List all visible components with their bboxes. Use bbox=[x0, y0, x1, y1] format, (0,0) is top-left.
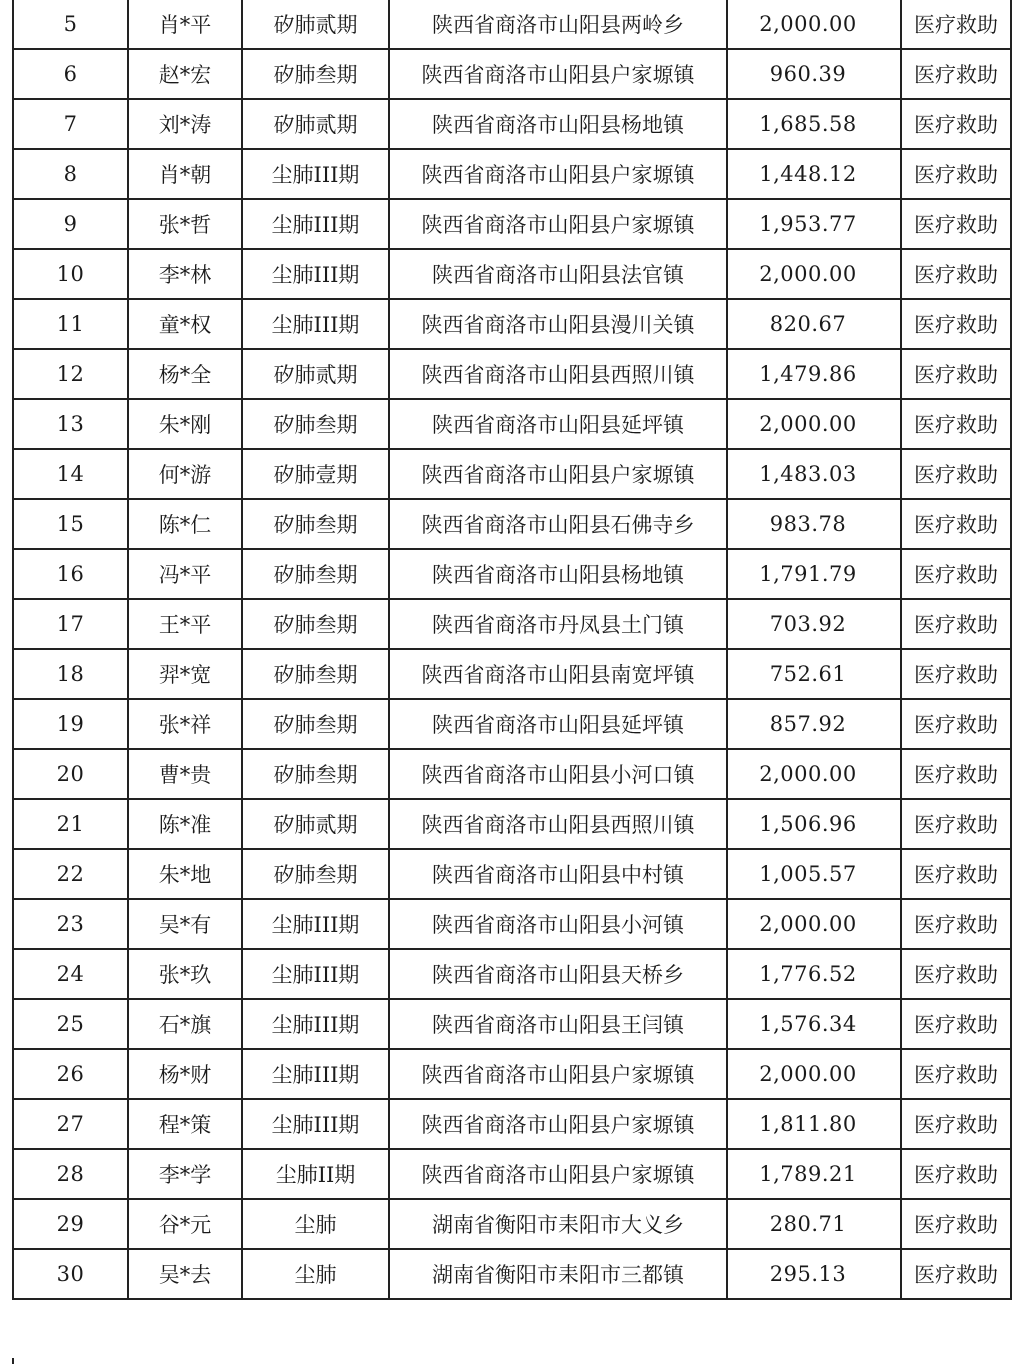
row-number: 11 bbox=[13, 299, 128, 349]
table-row bbox=[13, 0, 1011, 49]
relief-amount: 703.92 bbox=[727, 599, 901, 649]
recipient-name: 李*学 bbox=[128, 1149, 242, 1199]
address: 陕西省商洛市山阳县石佛寺乡 bbox=[389, 499, 727, 549]
recipient-name: 曹*贵 bbox=[128, 749, 242, 799]
relief-type: 医疗救助 bbox=[901, 949, 1011, 999]
recipient-name: 张*哲 bbox=[128, 199, 242, 249]
table-row bbox=[13, 1249, 1011, 1299]
relief-type: 医疗救助 bbox=[901, 449, 1011, 499]
table-continuation-edge bbox=[12, 1358, 1012, 1364]
address: 陕西省商洛市山阳县户家塬镇 bbox=[389, 1049, 727, 1099]
recipient-name: 何*游 bbox=[128, 449, 242, 499]
recipient-name: 吴*有 bbox=[128, 899, 242, 949]
address: 陕西省商洛市山阳县户家塬镇 bbox=[389, 149, 727, 199]
relief-type: 医疗救助 bbox=[901, 749, 1011, 799]
table-row bbox=[13, 299, 1011, 349]
table-row bbox=[13, 599, 1011, 649]
address: 陕西省商洛市山阳县漫川关镇 bbox=[389, 299, 727, 349]
relief-type: 医疗救助 bbox=[901, 49, 1011, 99]
relief-type: 医疗救助 bbox=[901, 849, 1011, 899]
row-number: 10 bbox=[13, 249, 128, 299]
relief-amount: 983.78 bbox=[727, 499, 901, 549]
relief-table bbox=[12, 0, 1012, 1300]
row-number: 22 bbox=[13, 849, 128, 899]
relief-amount: 1,506.96 bbox=[727, 799, 901, 849]
table-row bbox=[13, 399, 1011, 449]
relief-type: 医疗救助 bbox=[901, 249, 1011, 299]
diagnosis: 尘肺III期 bbox=[242, 299, 389, 349]
table-row bbox=[13, 849, 1011, 899]
relief-type: 医疗救助 bbox=[901, 1199, 1011, 1249]
diagnosis: 矽肺贰期 bbox=[242, 0, 389, 49]
relief-amount: 2,000.00 bbox=[727, 1049, 901, 1099]
relief-amount: 1,479.86 bbox=[727, 349, 901, 399]
relief-type: 医疗救助 bbox=[901, 899, 1011, 949]
relief-type: 医疗救助 bbox=[901, 999, 1011, 1049]
table-row bbox=[13, 499, 1011, 549]
recipient-name: 张*祥 bbox=[128, 699, 242, 749]
address: 陕西省商洛市山阳县南宽坪镇 bbox=[389, 649, 727, 699]
relief-amount: 820.67 bbox=[727, 299, 901, 349]
relief-amount: 1,811.80 bbox=[727, 1099, 901, 1149]
relief-amount: 2,000.00 bbox=[727, 749, 901, 799]
row-number: 7 bbox=[13, 99, 128, 149]
row-number: 30 bbox=[13, 1249, 128, 1299]
address: 陕西省商洛市山阳县两岭乡 bbox=[389, 0, 727, 49]
table-row bbox=[13, 199, 1011, 249]
address: 陕西省商洛市山阳县天桥乡 bbox=[389, 949, 727, 999]
table-row bbox=[13, 1099, 1011, 1149]
table-row bbox=[13, 1199, 1011, 1249]
row-number: 28 bbox=[13, 1149, 128, 1199]
row-number: 9 bbox=[13, 199, 128, 249]
table-row bbox=[13, 99, 1011, 149]
relief-type: 医疗救助 bbox=[901, 1049, 1011, 1099]
recipient-name: 张*玖 bbox=[128, 949, 242, 999]
row-number: 12 bbox=[13, 349, 128, 399]
table-body bbox=[13, 0, 1011, 1299]
diagnosis: 尘肺III期 bbox=[242, 149, 389, 199]
relief-amount: 295.13 bbox=[727, 1249, 901, 1299]
relief-type: 医疗救助 bbox=[901, 1099, 1011, 1149]
table-row bbox=[13, 899, 1011, 949]
address: 陕西省商洛市山阳县小河口镇 bbox=[389, 749, 727, 799]
recipient-name: 刘*涛 bbox=[128, 99, 242, 149]
row-number: 29 bbox=[13, 1199, 128, 1249]
table-row bbox=[13, 149, 1011, 199]
relief-type: 医疗救助 bbox=[901, 199, 1011, 249]
recipient-name: 羿*宽 bbox=[128, 649, 242, 699]
diagnosis: 矽肺叁期 bbox=[242, 649, 389, 699]
diagnosis: 矽肺贰期 bbox=[242, 99, 389, 149]
relief-amount: 1,483.03 bbox=[727, 449, 901, 499]
diagnosis: 尘肺 bbox=[242, 1199, 389, 1249]
relief-type: 医疗救助 bbox=[901, 649, 1011, 699]
address: 陕西省商洛市山阳县王闫镇 bbox=[389, 999, 727, 1049]
row-number: 24 bbox=[13, 949, 128, 999]
row-number: 16 bbox=[13, 549, 128, 599]
address: 陕西省商洛市山阳县户家塬镇 bbox=[389, 49, 727, 99]
recipient-name: 谷*元 bbox=[128, 1199, 242, 1249]
relief-type: 医疗救助 bbox=[901, 1249, 1011, 1299]
relief-amount: 1,576.34 bbox=[727, 999, 901, 1049]
table-row bbox=[13, 449, 1011, 499]
recipient-name: 陈*仁 bbox=[128, 499, 242, 549]
diagnosis: 矽肺叁期 bbox=[242, 399, 389, 449]
diagnosis: 矽肺叁期 bbox=[242, 549, 389, 599]
diagnosis: 矽肺贰期 bbox=[242, 799, 389, 849]
address: 陕西省商洛市山阳县小河镇 bbox=[389, 899, 727, 949]
relief-amount: 1,791.79 bbox=[727, 549, 901, 599]
row-number: 19 bbox=[13, 699, 128, 749]
row-number: 20 bbox=[13, 749, 128, 799]
relief-type: 医疗救助 bbox=[901, 149, 1011, 199]
row-number: 17 bbox=[13, 599, 128, 649]
relief-amount: 1,448.12 bbox=[727, 149, 901, 199]
diagnosis: 尘肺III期 bbox=[242, 949, 389, 999]
table-row bbox=[13, 949, 1011, 999]
recipient-name: 陈*准 bbox=[128, 799, 242, 849]
relief-amount: 2,000.00 bbox=[727, 899, 901, 949]
relief-amount: 2,000.00 bbox=[727, 249, 901, 299]
address: 陕西省商洛市山阳县杨地镇 bbox=[389, 549, 727, 599]
diagnosis: 尘肺II期 bbox=[242, 1149, 389, 1199]
diagnosis: 矽肺叁期 bbox=[242, 749, 389, 799]
address: 陕西省商洛市山阳县户家塬镇 bbox=[389, 1149, 727, 1199]
relief-amount: 1,789.21 bbox=[727, 1149, 901, 1199]
diagnosis: 矽肺叁期 bbox=[242, 699, 389, 749]
recipient-name: 杨*全 bbox=[128, 349, 242, 399]
table-row bbox=[13, 349, 1011, 399]
relief-type: 医疗救助 bbox=[901, 699, 1011, 749]
relief-amount: 1,776.52 bbox=[727, 949, 901, 999]
recipient-name: 杨*财 bbox=[128, 1049, 242, 1099]
address: 陕西省商洛市山阳县户家塬镇 bbox=[389, 1099, 727, 1149]
diagnosis: 尘肺III期 bbox=[242, 1099, 389, 1149]
address: 陕西省商洛市山阳县法官镇 bbox=[389, 249, 727, 299]
address: 陕西省商洛市山阳县杨地镇 bbox=[389, 99, 727, 149]
diagnosis: 尘肺III期 bbox=[242, 199, 389, 249]
relief-amount: 2,000.00 bbox=[727, 0, 901, 49]
address: 陕西省商洛市山阳县延坪镇 bbox=[389, 399, 727, 449]
diagnosis: 矽肺叁期 bbox=[242, 599, 389, 649]
address: 陕西省商洛市山阳县户家塬镇 bbox=[389, 449, 727, 499]
diagnosis: 矽肺贰期 bbox=[242, 349, 389, 399]
relief-amount: 1,005.57 bbox=[727, 849, 901, 899]
recipient-name: 肖*平 bbox=[128, 0, 242, 49]
recipient-name: 朱*刚 bbox=[128, 399, 242, 449]
relief-type: 医疗救助 bbox=[901, 799, 1011, 849]
diagnosis: 矽肺叁期 bbox=[242, 49, 389, 99]
relief-amount: 1,953.77 bbox=[727, 199, 901, 249]
diagnosis: 矽肺叁期 bbox=[242, 499, 389, 549]
recipient-name: 石*旗 bbox=[128, 999, 242, 1049]
address: 陕西省商洛市山阳县西照川镇 bbox=[389, 799, 727, 849]
table-row bbox=[13, 749, 1011, 799]
table-row bbox=[13, 999, 1011, 1049]
relief-amount: 1,685.58 bbox=[727, 99, 901, 149]
recipient-name: 朱*地 bbox=[128, 849, 242, 899]
row-number: 23 bbox=[13, 899, 128, 949]
relief-type: 医疗救助 bbox=[901, 1149, 1011, 1199]
row-number: 13 bbox=[13, 399, 128, 449]
table-row bbox=[13, 699, 1011, 749]
diagnosis: 尘肺III期 bbox=[242, 999, 389, 1049]
relief-amount: 752.61 bbox=[727, 649, 901, 699]
diagnosis: 尘肺III期 bbox=[242, 899, 389, 949]
row-number: 18 bbox=[13, 649, 128, 699]
relief-type: 医疗救助 bbox=[901, 0, 1011, 49]
table-row bbox=[13, 1049, 1011, 1099]
relief-amount: 280.71 bbox=[727, 1199, 901, 1249]
row-number: 6 bbox=[13, 49, 128, 99]
relief-amount: 2,000.00 bbox=[727, 399, 901, 449]
diagnosis: 尘肺III期 bbox=[242, 249, 389, 299]
diagnosis: 矽肺叁期 bbox=[242, 849, 389, 899]
recipient-name: 王*平 bbox=[128, 599, 242, 649]
row-number: 5 bbox=[13, 0, 128, 49]
diagnosis: 尘肺 bbox=[242, 1249, 389, 1299]
recipient-name: 赵*宏 bbox=[128, 49, 242, 99]
row-number: 21 bbox=[13, 799, 128, 849]
table-row bbox=[13, 549, 1011, 599]
table-row bbox=[13, 799, 1011, 849]
table-row bbox=[13, 649, 1011, 699]
address: 陕西省商洛市山阳县户家塬镇 bbox=[389, 199, 727, 249]
relief-type: 医疗救助 bbox=[901, 399, 1011, 449]
recipient-name: 程*策 bbox=[128, 1099, 242, 1149]
recipient-name: 肖*朝 bbox=[128, 149, 242, 199]
row-number: 8 bbox=[13, 149, 128, 199]
relief-type: 医疗救助 bbox=[901, 349, 1011, 399]
row-number: 14 bbox=[13, 449, 128, 499]
relief-type: 医疗救助 bbox=[901, 299, 1011, 349]
table-row bbox=[13, 249, 1011, 299]
recipient-name: 吴*去 bbox=[128, 1249, 242, 1299]
table-row bbox=[13, 1149, 1011, 1199]
address: 湖南省衡阳市耒阳市三都镇 bbox=[389, 1249, 727, 1299]
diagnosis: 尘肺III期 bbox=[242, 1049, 389, 1099]
row-number: 15 bbox=[13, 499, 128, 549]
address: 陕西省商洛市山阳县延坪镇 bbox=[389, 699, 727, 749]
diagnosis: 矽肺壹期 bbox=[242, 449, 389, 499]
row-number: 26 bbox=[13, 1049, 128, 1099]
relief-type: 医疗救助 bbox=[901, 549, 1011, 599]
relief-amount: 960.39 bbox=[727, 49, 901, 99]
row-number: 25 bbox=[13, 999, 128, 1049]
relief-type: 医疗救助 bbox=[901, 599, 1011, 649]
address: 湖南省衡阳市耒阳市大义乡 bbox=[389, 1199, 727, 1249]
address: 陕西省商洛市丹凤县土门镇 bbox=[389, 599, 727, 649]
relief-type: 医疗救助 bbox=[901, 99, 1011, 149]
recipient-name: 李*林 bbox=[128, 249, 242, 299]
recipient-name: 童*权 bbox=[128, 299, 242, 349]
address: 陕西省商洛市山阳县中村镇 bbox=[389, 849, 727, 899]
recipient-name: 冯*平 bbox=[128, 549, 242, 599]
table-row bbox=[13, 49, 1011, 99]
address: 陕西省商洛市山阳县西照川镇 bbox=[389, 349, 727, 399]
relief-type: 医疗救助 bbox=[901, 499, 1011, 549]
row-number: 27 bbox=[13, 1099, 128, 1149]
relief-amount: 857.92 bbox=[727, 699, 901, 749]
